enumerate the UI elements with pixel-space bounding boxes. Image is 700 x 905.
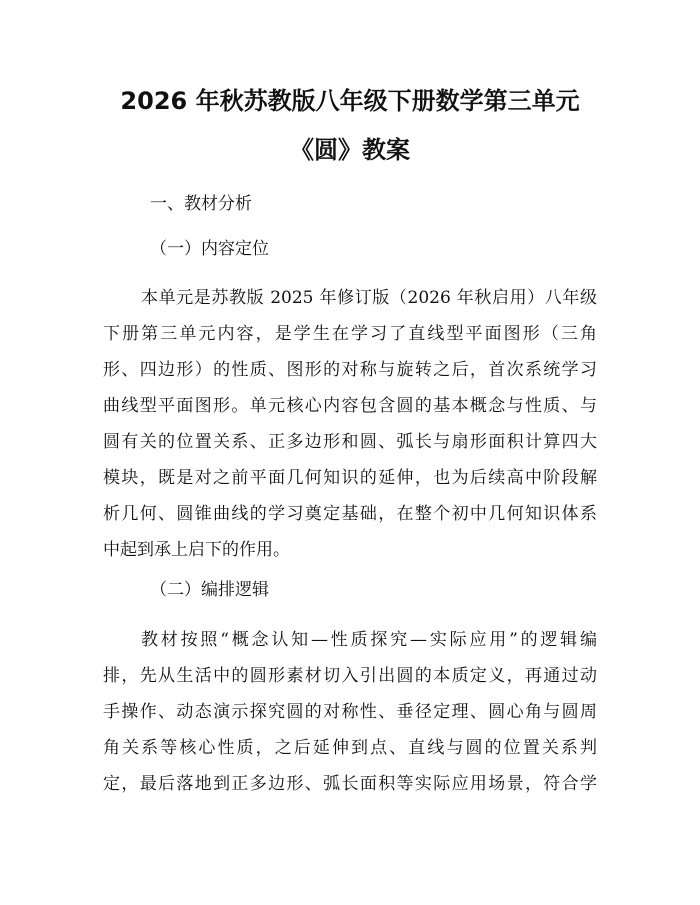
paragraph-1-line: 下册第三单元内容，是学生在学习了直线型平面图形（三角 <box>103 324 597 344</box>
paragraph-1-line: 本单元是苏教版 2025 年修订版（2026 年秋启用）八年级 <box>141 288 597 308</box>
paragraph-1-line: 圆有关的位置关系、正多边形和圆、弧长与扇形面积计算四大 <box>103 432 597 452</box>
paragraph-1-line: 形、四边形）的性质、图形的对称与旋转之后，首次系统学习 <box>103 360 597 380</box>
section-heading-textbook-analysis: 一、教材分析 <box>150 194 252 214</box>
document-title-line-1: 2026 年秋苏教版八年级下册数学第三单元 <box>120 87 580 115</box>
paragraph-1-line: 曲线型平面图形。单元核心内容包含圆的基本概念与性质、与 <box>103 396 597 416</box>
document-title-line-2: 《圆》教案 <box>290 136 410 164</box>
subsection-heading-content-positioning: （一）内容定位 <box>150 239 269 259</box>
paragraph-2-line: 排，先从生活中的圆形素材切入引出圆的本质定义，再通过动 <box>103 666 597 686</box>
paragraph-2-line: 教材按照“概念认知—性质探究—实际应用”的逻辑编 <box>141 630 597 650</box>
paragraph-2-line: 角关系等核心性质，之后延伸到点、直线与圆的位置关系判 <box>103 738 597 758</box>
paragraph-1-line: 析几何、圆锥曲线的学习奠定基础，在整个初中几何知识体系 <box>103 504 597 524</box>
paragraph-1-line: 模块，既是对之前平面几何知识的延伸，也为后续高中阶段解 <box>103 468 597 488</box>
paragraph-1-line: 中起到承上启下的作用。 <box>103 540 290 560</box>
subsection-heading-arrangement-logic: （二）编排逻辑 <box>150 580 269 600</box>
paragraph-2-line: 定，最后落地到正多边形、弧长面积等实际应用场景，符合学 <box>103 774 597 794</box>
paragraph-2-line: 手操作、动态演示探究圆的对称性、垂径定理、圆心角与圆周 <box>103 702 597 722</box>
